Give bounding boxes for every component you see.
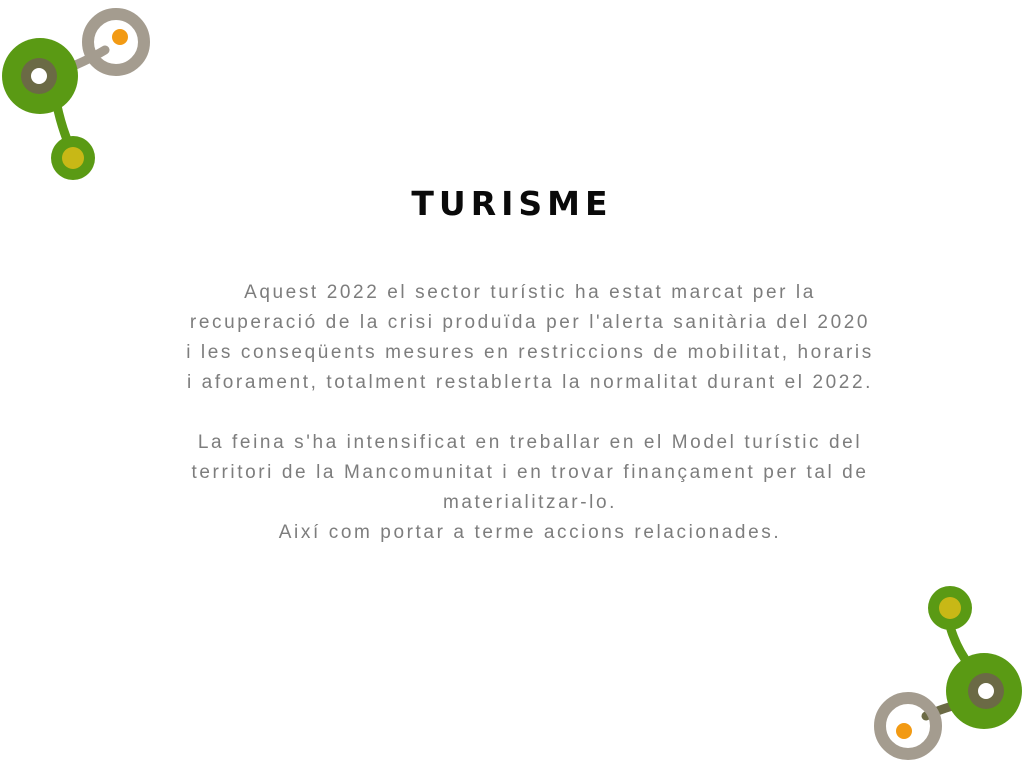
paragraph-line: materialitzar-lo. (442, 492, 618, 513)
paragraph-line: Aquest 2022 el sector turístic ha estat marcat per la (244, 282, 816, 303)
body-text (150, 278, 910, 548)
page-title: TURISME (411, 184, 613, 223)
paragraph-line: i aforament, totalment restablerta la normalitat durant el 2022. (186, 372, 873, 393)
paragraph-line: territori de la Mancomunitat i en trovar finançament per tal de (191, 462, 869, 483)
paragraph-line: recuperació de la crisi produïda per l'alerta sanitària del 2020 (189, 312, 871, 333)
molecule-decoration-icon (864, 578, 1024, 768)
molecule-decoration-icon (0, 0, 160, 190)
paragraph-line: i les conseqüents mesures en restriccions de mobilitat, horaris (186, 342, 874, 363)
paragraph-line: Així com portar a terme accions relacionades. (278, 522, 782, 543)
paragraph-spacer (150, 398, 910, 428)
paragraph-line: La feina s'ha intensificat en treballar en el Model turístic del (197, 432, 863, 453)
